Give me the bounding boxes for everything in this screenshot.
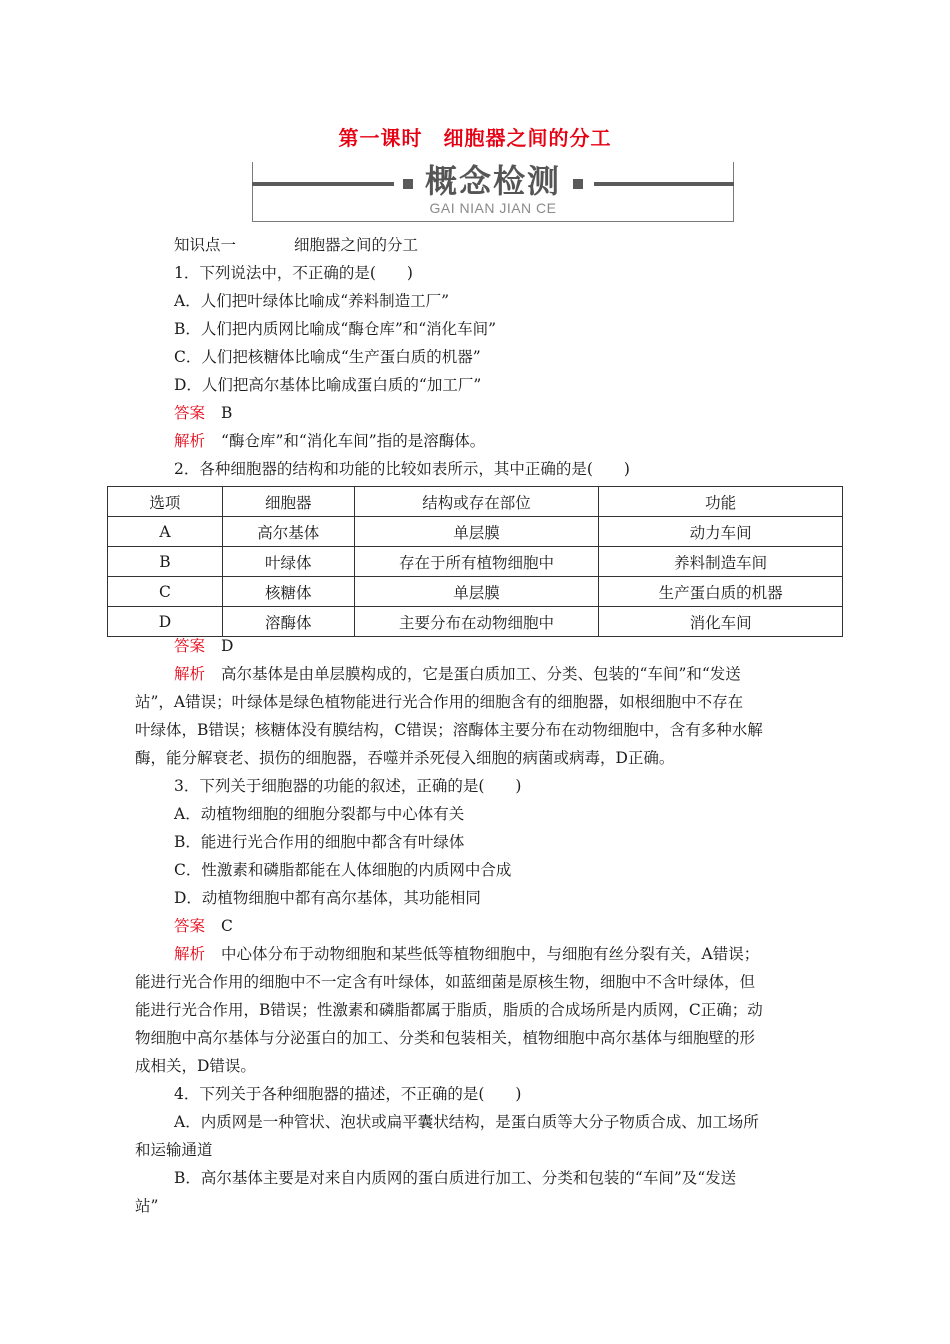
banner-square-right — [573, 179, 583, 189]
analysis-text: 能进行光合作用，B错误；性激素和磷脂都属于脂质，脂质的合成场所是内质网，C正确；动 — [135, 1001, 763, 1019]
analysis-text: 站”，A错误；叶绿体是绿色植物能进行光合作用的细胞含有的细胞器，如根细胞中不存在 — [135, 693, 744, 711]
option-b: B．能进行光合作用的细胞中都含有叶绿体 — [174, 833, 465, 851]
analysis-text: 高尔基体是由单层膜构成的，它是蛋白质加工、分类、包装的“车间”和“发送 — [221, 665, 741, 683]
table-cell: 单层膜 — [354, 577, 599, 607]
table-cell: A — [108, 517, 223, 547]
option-d: D．人们把高尔基体比喻成蛋白质的“加工厂” — [174, 376, 482, 394]
analysis-line — [174, 427, 485, 455]
table-row — [108, 547, 843, 577]
section-heading — [174, 231, 418, 259]
section-name: 细胞器之间的分工 — [294, 236, 419, 254]
table-header-cell: 选项 — [108, 487, 223, 517]
table-cell: D — [108, 607, 223, 637]
analysis-line — [174, 940, 759, 968]
page-title: 第一课时 细胞器之间的分工 — [338, 126, 612, 150]
analysis-text: 叶绿体，B错误；核糖体没有膜结构，C错误；溶酶体主要分布在动物细胞中，含有多种水解 — [135, 721, 763, 739]
answer-value: C — [221, 917, 233, 935]
analysis-text: 成相关，D错误。 — [135, 1057, 256, 1075]
table-row — [108, 577, 843, 607]
option-d: D．动植物细胞中都有高尔基体，其功能相同 — [174, 889, 481, 907]
option-b: B．高尔基体主要是对来自内质网的蛋白质进行加工、分类和包装的“车间”及“发送 — [174, 1169, 737, 1187]
analysis-text: “酶仓库”和“消化车间”指的是溶酶体。 — [221, 432, 486, 450]
analysis-text: 酶，能分解衰老、损伤的细胞器，吞噬并杀死侵入细胞的病菌或病毒，D正确。 — [135, 749, 675, 767]
option-b: B．人们把内质网比喻成“酶仓库”和“消化车间” — [174, 320, 497, 338]
option-a-continued: 和运输通道 — [135, 1141, 213, 1159]
banner-rule-right — [594, 182, 734, 186]
table-header-cell: 结构或存在部位 — [354, 487, 599, 517]
table-cell: 消化车间 — [599, 607, 843, 637]
answer-value: D — [221, 637, 234, 655]
analysis-label: 解析 — [174, 665, 206, 683]
table-cell: 存在于所有植物细胞中 — [354, 547, 599, 577]
answer-label: 答案 — [174, 637, 206, 655]
table-cell: 主要分布在动物细胞中 — [354, 607, 599, 637]
analysis-label: 解析 — [174, 432, 206, 450]
table-cell: 养料制造车间 — [599, 547, 843, 577]
question-stem: 3．下列关于细胞器的功能的叙述，正确的是( ) — [174, 777, 522, 795]
option-a: A．内质网是一种管状、泡状或扁平囊状结构，是蛋白质等大分子物质合成、加工场所 — [174, 1113, 759, 1131]
answer-line — [174, 399, 232, 427]
analysis-line — [174, 660, 741, 688]
answer-line — [174, 632, 233, 660]
analysis-text: 物细胞中高尔基体与分泌蛋白的加工、分类和包装相关，植物细胞中高尔基体与细胞壁的形 — [135, 1029, 756, 1047]
banner-subtitle: GAI NIAN JIAN CE — [429, 200, 557, 216]
comparison-table — [107, 486, 843, 637]
table-row — [108, 517, 843, 547]
table-header-cell: 细胞器 — [222, 487, 354, 517]
table-cell: 溶酶体 — [222, 607, 354, 637]
table-cell: 生产蛋白质的机器 — [599, 577, 843, 607]
question-stem: 1．下列说法中，不正确的是( ) — [174, 264, 413, 282]
option-b-continued: 站” — [135, 1197, 159, 1215]
answer-label: 答案 — [174, 917, 206, 935]
option-c: C．人们把核糖体比喻成“生产蛋白质的机器” — [174, 348, 481, 366]
table-cell: B — [108, 547, 223, 577]
option-a: A．人们把叶绿体比喻成“养料制造工厂” — [174, 292, 450, 310]
section-label: 知识点一 — [174, 236, 237, 254]
analysis-text: 中心体分布于动物细胞和某些低等植物细胞中，与细胞有丝分裂有关，A错误； — [221, 945, 760, 963]
answer-value: B — [221, 404, 233, 422]
table-cell: 叶绿体 — [222, 547, 354, 577]
section-banner — [252, 162, 734, 222]
answer-line — [174, 912, 233, 940]
table-cell: C — [108, 577, 223, 607]
table-cell: 单层膜 — [354, 517, 599, 547]
table-cell: 核糖体 — [222, 577, 354, 607]
table-cell: 动力车间 — [599, 517, 843, 547]
table-header-cell: 功能 — [599, 487, 843, 517]
option-a: A．动植物细胞的细胞分裂都与中心体有关 — [174, 805, 465, 823]
banner-title: 概念检测 — [424, 162, 561, 200]
table-cell: 高尔基体 — [222, 517, 354, 547]
answer-label: 答案 — [174, 404, 206, 422]
table-header-row — [108, 487, 843, 517]
question-stem: 2．各种细胞器的结构和功能的比较如表所示，其中正确的是( ) — [174, 460, 630, 478]
analysis-label: 解析 — [174, 945, 206, 963]
option-c: C．性激素和磷脂都能在人体细胞的内质网中合成 — [174, 861, 512, 879]
analysis-text: 能进行光合作用的细胞中不一定含有叶绿体，如蓝细菌是原核生物，细胞中不含叶绿体，但 — [135, 973, 756, 991]
question-stem: 4．下列关于各种细胞器的描述，不正确的是( ) — [174, 1085, 522, 1103]
